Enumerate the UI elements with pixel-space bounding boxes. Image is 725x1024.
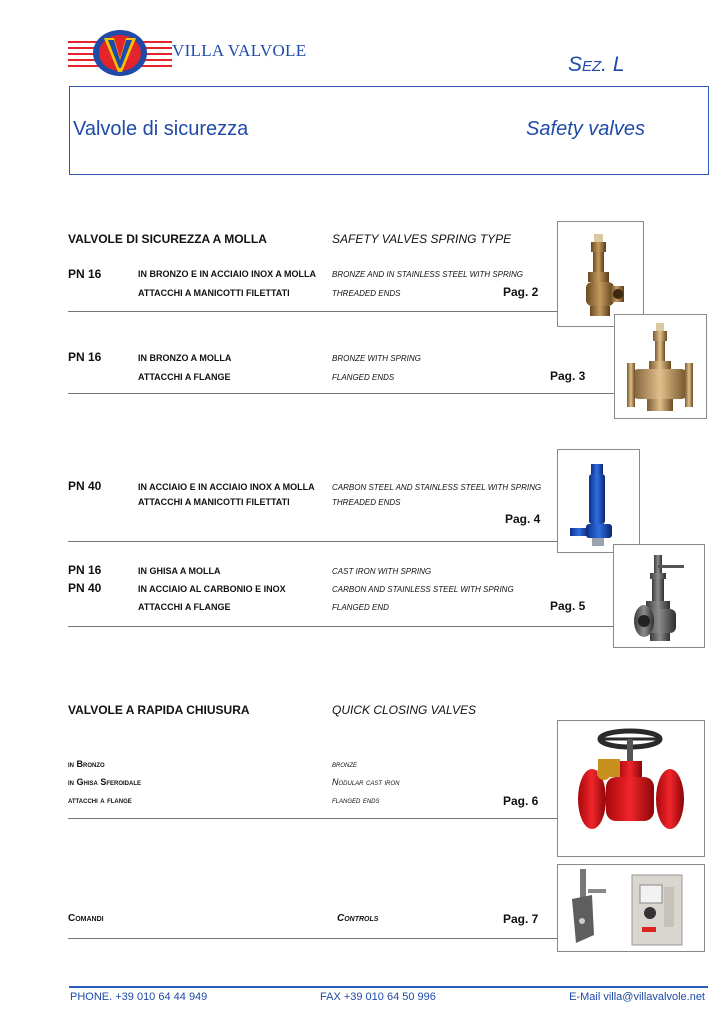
- item-desc-it: ATTACCHI A FLANGE: [138, 372, 231, 382]
- item-desc-it: attacchi a flange: [68, 795, 132, 805]
- page-reference[interactable]: Pag. 6: [503, 794, 539, 808]
- brand-name: VILLA VALVOLE: [172, 41, 307, 60]
- flanged-bronze-safety-valve-photo: [614, 314, 707, 419]
- pressure-rating: PN 40: [68, 581, 102, 595]
- page-reference[interactable]: Pag. 5: [550, 599, 586, 613]
- item-desc-it: IN ACCIAIO AL CARBONIO E INOX: [138, 584, 286, 594]
- item-desc-it: ATTACCHI A MANICOTTI FILETTATI: [138, 288, 290, 298]
- item-desc-en: CARBON AND STAINLESS STEEL WITH SPRING: [332, 585, 514, 594]
- divider: [68, 541, 558, 542]
- item-desc-it: in Bronzo: [68, 759, 105, 769]
- item-desc-en: flanged ends: [332, 795, 380, 805]
- item-desc-en: FLANGED ENDS: [332, 373, 395, 382]
- page-reference[interactable]: Pag. 2: [503, 285, 539, 299]
- pressure-rating: PN 16: [68, 350, 102, 364]
- group1-heading-it: VALVOLE DI SICUREZZA A MOLLA: [68, 232, 267, 246]
- threaded-bronze-safety-valve-photo: [557, 221, 644, 327]
- group2-heading-it: VALVOLE A RAPIDA CHIUSURA: [68, 703, 250, 717]
- footer-divider: [69, 986, 708, 988]
- item-desc-it: IN ACCIAIO E IN ACCIAIO INOX A MOLLA: [138, 482, 315, 492]
- page-title-it: Valvole di sicurezza: [73, 118, 249, 140]
- page-reference[interactable]: Pag. 4: [505, 512, 541, 526]
- divider: [68, 626, 614, 627]
- page-title-en: Safety valves: [526, 118, 645, 140]
- pressure-rating: PN 16: [68, 563, 102, 577]
- section-label: Sez. L: [568, 53, 625, 76]
- group1-heading-en: SAFETY VALVES SPRING TYPE: [332, 232, 512, 246]
- item-desc-en: THREADED ENDS: [332, 289, 401, 298]
- controls-label-en: Controls: [337, 913, 379, 924]
- item-desc-it: ATTACCHI A MANICOTTI FILETTATI: [138, 497, 290, 507]
- threaded-steel-safety-valve-photo: [557, 449, 640, 553]
- item-desc-it: IN GHISA A MOLLA: [138, 566, 221, 576]
- item-desc-en: THREADED ENDS: [332, 498, 401, 507]
- item-desc-it: IN BRONZO E IN ACCIAIO INOX A MOLLA: [138, 269, 316, 279]
- pressure-rating: PN 16: [68, 267, 102, 281]
- item-desc-it: IN BRONZO A MOLLA: [138, 353, 232, 363]
- item-desc-en: Nodular cast iron: [332, 777, 400, 787]
- item-desc-it: ATTACCHI A FLANGE: [138, 602, 231, 612]
- divider: [68, 938, 558, 939]
- footer-phone: PHONE. +39 010 64 44 949: [70, 991, 208, 1003]
- item-desc-it: in Ghisa Sferoidale: [68, 777, 142, 787]
- footer-fax: FAX +39 010 64 50 996: [320, 991, 436, 1003]
- item-desc-en: FLANGED END: [332, 603, 389, 612]
- item-desc-en: BRONZE WITH SPRING: [332, 354, 421, 363]
- controls-label-it: Comandi: [68, 913, 104, 924]
- item-desc-en: BRONZE AND IN STAINLESS STEEL WITH SPRING: [332, 270, 523, 279]
- controls-photo: [557, 864, 705, 952]
- villa-valvole-logo: [68, 28, 172, 78]
- pressure-rating: PN 40: [68, 479, 102, 493]
- item-desc-en: CAST IRON WITH SPRING: [332, 567, 432, 576]
- item-desc-en: bronze: [332, 759, 358, 769]
- flanged-cast-iron-safety-valve-photo: [613, 544, 705, 648]
- page-reference[interactable]: Pag. 7: [503, 912, 539, 926]
- footer-email[interactable]: E-Mail villa@villavalvole.net: [569, 991, 705, 1003]
- group2-heading-en: QUICK CLOSING VALVES: [332, 703, 477, 717]
- divider: [68, 393, 614, 394]
- quick-closing-valve-photo: [557, 720, 705, 857]
- page-reference[interactable]: Pag. 3: [550, 369, 586, 383]
- divider: [68, 818, 558, 819]
- divider: [68, 311, 558, 312]
- item-desc-en: CARBON STEEL AND STAINLESS STEEL WITH SPRING: [332, 483, 542, 492]
